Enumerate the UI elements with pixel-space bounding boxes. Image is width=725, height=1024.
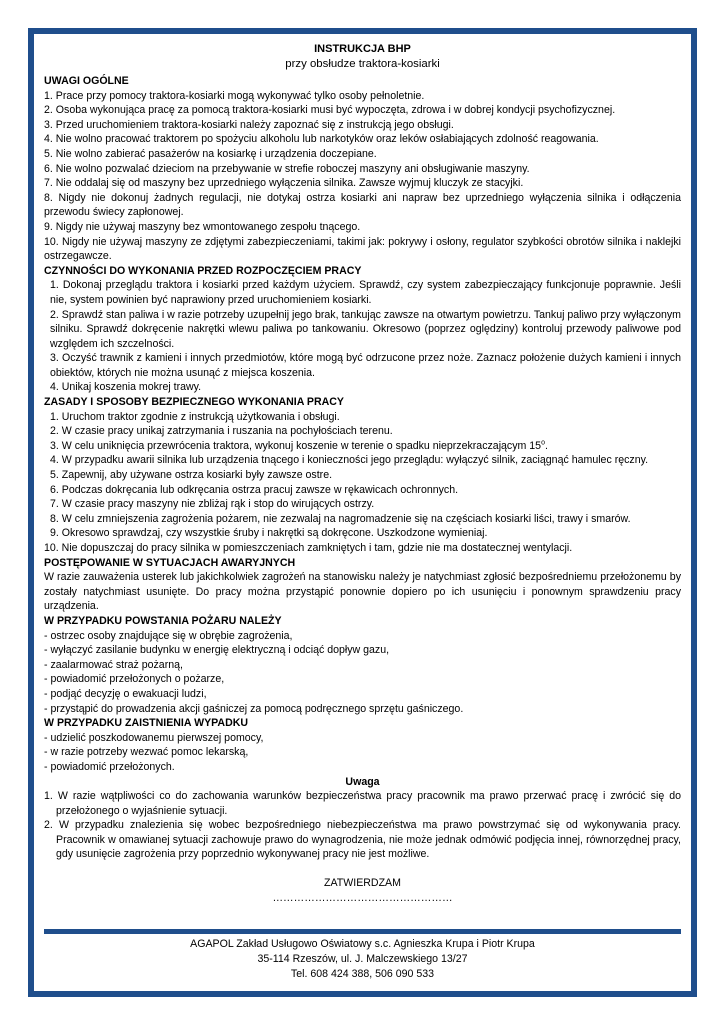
general-item: 1. Prace przy pomocy traktora-kosiarki mogą wykonywać tylko osoby pełnoletnie. <box>44 89 425 102</box>
fire-item: - wyłączyć zasilanie budynku w energię elektryczną i odciąć dopływ gazu, <box>44 644 390 657</box>
emergency-text: W razie zauważenia usterek lub jakichkolwiek zagrożeń na stanowisku należy je natychmiast zgłosić bezpośredniemu przełożonemu by zostały natychmiast usunięte. Do pracy można przystąpić ponownie dopiero po ich usunięciu i ponownym sprawdzeniu pracy urządzenia. <box>44 571 681 613</box>
accident-item: - udzielić poszkodowanemu pierwszej pomocy, <box>44 731 264 744</box>
general-item: 10. Nigdy nie używaj maszyny ze zdjętymi zabezpieczeniami, takimi jak: pokrywy i osłony, regulator szybkości obrotów silnika i naklejki ostrzegawcze. <box>44 235 681 263</box>
footer-phone: Tel. 608 424 388, 506 090 533 <box>290 968 435 980</box>
general-item: 3. Przed uruchomieniem traktora-kosiarki należy zapoznać się z instrukcją jego obsługi. <box>44 118 454 131</box>
before-item: 1. Dokonaj przeglądu traktora i kosiarki przed każdym użyciem. Sprawdź, czy system zabezpieczający funkcjonuje poprawnie. Jeśli nie, system powinien być naprawiony przed uruchomieniem kosiarki. <box>50 279 681 306</box>
general-item: 9. Nigdy nie używaj maszyny bez wmontowanego zespołu tnącego. <box>44 220 361 233</box>
fire-item: - przystąpić do prowadzenia akcji gaśniczej za pomocą podręcznego sprzętu gaśniczego. <box>44 702 464 715</box>
safe-item-slope <box>44 439 681 454</box>
general-item: 8. Nigdy nie dokonuj żadnych regulacji, nie dotykaj ostrza kosiarki ani napraw bez uprzedniego wyłączenia silnika i odłączenia przewodu świecy zapłonowej. <box>44 191 681 219</box>
safe-item: 8. W celu zmniejszenia zagrożenia pożarem, nie zezwalaj na nagromadzenie się na częściach kosiarki liści, trawy i smarów. <box>50 512 631 525</box>
before-item: 4. Unikaj koszenia mokrej trawy. <box>50 381 202 394</box>
accident-item: - powiadomić przełożonych. <box>44 760 175 773</box>
approval-label: ZATWIERDZAM <box>324 877 401 890</box>
general-item: 2. Osoba wykonująca pracę za pomocą traktora-kosiarki musi być wypoczęta, zdrowa i w dobrej kondycji psychofizycznej. <box>44 104 616 117</box>
fire-item: - zaalarmować straż pożarną, <box>44 658 183 671</box>
safe-item: 6. Podczas dokręcania lub odkręcania ostrza pracuj zawsze w rękawicach ochronnych. <box>50 483 459 496</box>
footer-company: AGAPOL Zakład Usługowo Oświatowy s.c. Agnieszka Krupa i Piotr Krupa <box>190 938 535 950</box>
document-subtitle: przy obsłudze traktora-kosiarki <box>285 58 440 70</box>
document-title: INSTRUKCJA BHP <box>314 43 411 55</box>
safe-item-slope-end: . <box>545 439 548 452</box>
before-item: 3. Oczyść trawnik z kamieni i innych przedmiotów, które mogą być odrzucone przez noże. Zaznacz położenie dużych kamieni i innych obiektów, których nie można usunąć z miejsca koszenia. <box>50 352 681 379</box>
general-item: 5. Nie wolno zabierać pasażerów na kosiarkę i urządzenia doczepiane. <box>44 147 377 160</box>
safe-item: 2. W czasie pracy unikaj zatrzymania i ruszania na pochyłościach terenu. <box>50 425 393 438</box>
general-item: 7. Nie oddalaj się od maszyny bez uprzedniego wyłączenia silnika. Zawsze wyjmuj kluczyk ze stacyjki. <box>44 177 524 190</box>
section-heading-emergency: POSTĘPOWANIE W SYTUACJACH AWARYJNYCH <box>44 556 296 569</box>
safe-item: 1. Uruchom traktor zgodnie z instrukcją użytkowania i obsługi. <box>50 410 340 423</box>
safe-item: 5. Zapewnij, aby używane ostrza kosiarki były zawsze ostre. <box>50 469 333 482</box>
spacer <box>44 862 681 876</box>
fire-item: - powiadomić przełożonych o pożarze, <box>44 673 225 686</box>
footer <box>44 937 681 982</box>
degree-sign: o <box>541 439 545 447</box>
section-heading-accident: W PRZYPADKU ZAISTNIENIA WYPADKU <box>44 717 249 730</box>
document-body <box>44 42 681 905</box>
footer-separator <box>44 929 681 934</box>
safe-item: 7. W czasie pracy maszyny nie zbliżaj rąk i stop do wirujących ostrzy. <box>50 498 375 511</box>
safe-item-slope-text: 3. W celu uniknięcia przewrócenia traktora, wykonuj koszenie w terenie o spadku nieprzekraczającym 15 <box>50 439 542 452</box>
note-item: 1. W razie wątpliwości co do zachowania warunków bezpieczeństwa pracy pracownik ma prawo przerwać pracę i zwrócić się do przełożonego o wyjaśnienie sytuacji. <box>44 790 681 817</box>
accident-item: - w razie potrzeby wezwać pomoc lekarską, <box>44 746 249 759</box>
section-heading-before-work: CZYNNOŚCI DO WYKONANIA PRZED ROZPOCZĘCIEM PRACY <box>44 264 362 277</box>
fire-item: - podjąć decyzję o ewakuacji ludzi, <box>44 687 207 700</box>
safe-item: 9. Okresowo sprawdzaj, czy wszystkie śruby i nakrętki są dokręcone. Uszkodzone wymieniaj. <box>50 527 488 540</box>
footer-address: 35-114 Rzeszów, ul. J. Malczewskiego 13/27 <box>257 953 468 965</box>
note-item: 2. W przypadku znalezienia się wobec bezpośredniego niebezpieczeństwa ma prawo powstrzymać się od wykonywania pracy. Pracownik w omawianej sytuacji zachowuje prawo do wynagrodzenia, nie może jednak odmówić podjęcia innej, równorzędnej pracy, gdy usunięcie zagrożenia przy poprzednio wykonywanej pracy nie jest możliwe. <box>44 819 681 861</box>
signature-line: …………………………………………… <box>272 891 453 904</box>
note-heading: Uwaga <box>345 775 380 788</box>
before-item: 2. Sprawdź stan paliwa i w razie potrzeby uzupełnij jego brak, tankując zawsze na otwartym powietrzu. Tankuj paliwo przy wyłączonym silniku. Sprawdź dokręcenie nakrętki wlewu paliwa po tankowaniu. Okresowo (poprzez oględziny) kontroluj przewody paliwowe pod względem ich szczelności. <box>50 308 682 350</box>
section-heading-general: UWAGI OGÓLNE <box>44 75 129 87</box>
fire-item: - ostrzec osoby znajdujące się w obrębie zagrożenia, <box>44 629 293 642</box>
general-item: 6. Nie wolno pozwalać dzieciom na przebywanie w strefie roboczej maszyny ani obsługiwanie maszyny. <box>44 162 530 175</box>
section-heading-fire: W PRZYPADKU POWSTANIA POŻARU NALEŻY <box>44 614 282 627</box>
safe-item: 4. W przypadku awarii silnika lub urządzenia tnącego i konieczności jego przeglądu: wyłączyć silnik, zaciągnąć hamulec ręczny. <box>50 454 649 467</box>
section-heading-safe-work: ZASADY I SPOSOBY BEZPIECZNEGO WYKONANIA PRACY <box>44 396 344 409</box>
safe-item: 10. Nie dopuszczaj do pracy silnika w pomieszczeniach zamkniętych i tam, gdzie nie ma dostatecznej wentylacji. <box>44 542 573 554</box>
general-item: 4. Nie wolno pracować traktorem po spożyciu alkoholu lub narkotyków oraz leków osłabiających zdolność reagowania. <box>44 133 599 146</box>
